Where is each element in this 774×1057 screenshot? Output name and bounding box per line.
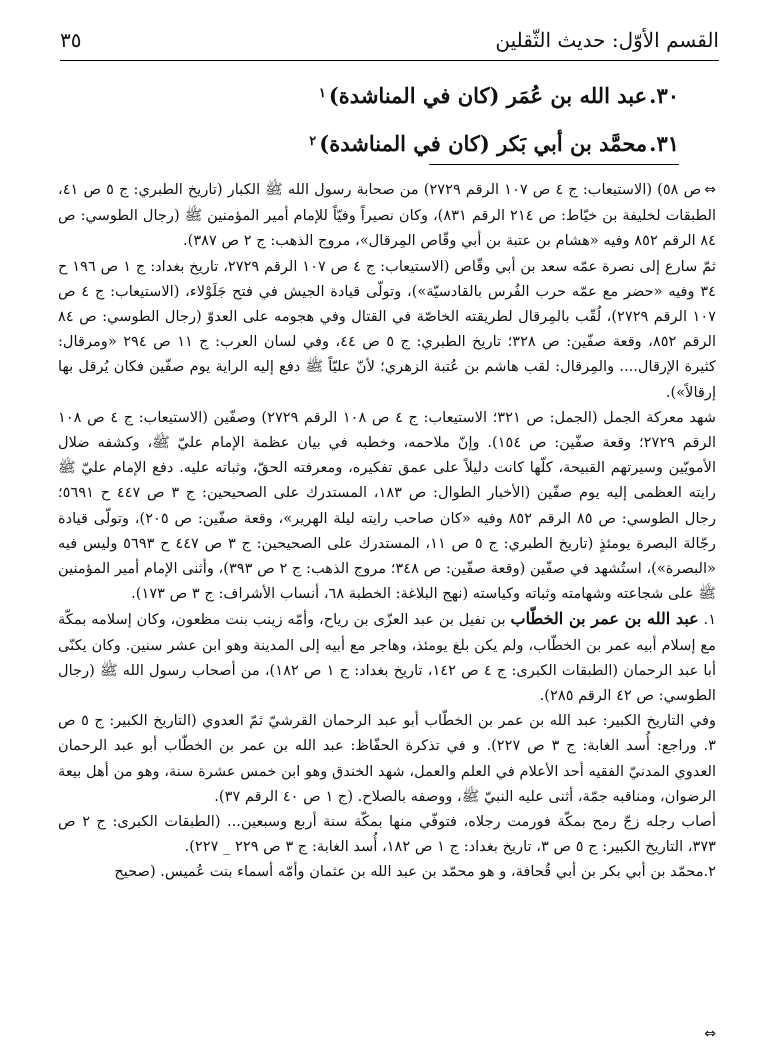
footnote-paragraph (58, 606, 716, 708)
footnote-line: ضلال الأمويّين وسيرتهم القبيحة، كلّها كانت دليلاً على عمق تفكيره، ومعرفته الحقّ، وثباته عليه. دفع (58, 434, 716, 477)
footnote-line: أصاب رجله زجّ رمح بمكّة فورمت رجلاه، فتوفّي منها بمكّة سنة أربع وسبعين... (الطبقات الكبرى: ج ٢ (82, 813, 717, 831)
footnote-line: الطوسي: ص ٨٤ الرقم ٨٥٢ وفيه «هشام بن عتبة بن أبي وقّاص المِرقال»، مروج الذهب: ج ٢ ص ٣٨٧). (58, 207, 716, 250)
footnote-line: ص ٢٠٥)، وتولّى قيادة رجّالة البصرة يومئذٍ (تاريخ الطبري: ج ٥ ص ١١، المستدرك على الصحيحين: ج ٣ (58, 509, 716, 552)
footnote-line: الراية يوم صفّين فكان يُرقل بها إرقالاً»). (58, 358, 716, 401)
footnotes (58, 177, 716, 885)
main-list (70, 74, 679, 170)
footnote-paragraph (58, 859, 716, 884)
footnote-line: (الاستيعاب: ج ٤ ص ١٠٧ الرقم ٢٧٢٩)، لُقّب بالمِرقال لطريقته الخاصّة في القتال وفي هجومه على العدوّ (58, 282, 716, 326)
footnote-number[interactable]: ٢. (703, 863, 716, 881)
footnote-paragraph (58, 254, 716, 405)
footnote-line: ص ٤١، الطبقات لخليفة بن خيّاط: ص ٢١٤ الرقم ٨٣١)، وكان نصيراً وفيّاً للإمام أمير المؤمنين ﷺ (رجال (58, 181, 717, 225)
footnote-line: ص ٥٨) (الاستيعاب: ج ٤ ص ١٠٧ الرقم ٢٧٢٩) من صحابة رسول الله ﷺ الكبار (تاريخ الطبري: ج ٥ (106, 181, 702, 198)
item-text: عبد الله بن عُمَر (كان في المناشدة) (328, 83, 648, 108)
double-arrow-icon: ⇔ (704, 1026, 716, 1042)
footnote-line: شهد معركة الجمل (الجمل: ص ٣٢١؛ الاستيعاب: ج ٤ ص ١٠٨ الرقم ٢٧٢٩) وصفّين (الاستيعاب: ج ٤ (110, 408, 716, 426)
footnote-marker[interactable]: ١ (318, 86, 326, 101)
footnote-line: ص ١٩٦ ح ٣٤ وفيه «حضر مع عمّه حرب الفُرس بالقادسيّة»)، وتولّى قيادة الجيش في فتح جَلَوْلاء، (58, 257, 716, 300)
footnote-line: ص ٣. وراجع: أُسد الغابة: ج ٣ ص ٢٢٧). و في تذكرة الحفّاظ: عبد الله بن عمر بن الخطّاب أبو عبد الرحمان (58, 712, 717, 755)
item-text: محمَّد بن أبي بَكر (كان في المناشدة) (319, 131, 648, 156)
footnote-line: وكان يكنّى أبا عبد الرحمان (الطبقات الكبرى: ج ٤ ص ١٤٢، تاريخ بغداد: ج ١ ص ١٨٢)، من أصحاب رسول (58, 636, 716, 679)
footnote-line: ج ١١ ص ٢٩٤ «ومرقال: كثيرة الإرقال.... والمِرقال: لقب هاشم بن عُتبة الزهري؛ لأنّ عليّاً ﷺ دفع إليه (58, 333, 716, 376)
footnote-marker[interactable]: ٢ (309, 134, 317, 149)
footnote-line: ثمّ سارع إلى نصرة عمّه سعد بن أبي وقّاص (الاستيعاب: ج ٤ ص ١٠٧ الرقم ٢٧٢٩، تاريخ بغداد: ج ١ (123, 257, 716, 275)
main-item (70, 122, 679, 170)
person-name: عبد الله بن عمر بن الخطّاب (510, 609, 699, 629)
footnote-line: بمكّة مع إسلام أبيه عمر بن الخطّاب، ولم يكن بلغ يومئذ، وهاجر مع أبيه إلى المدينة وهو ابن عشر سنين. (58, 611, 716, 654)
main-item (70, 74, 679, 122)
footnote-line: محمّد بن أبي بكر بن أبي قُحافة، و هو محمّد بن عبد الله بن عثمان وأمّه أسماء بنت عُميس. (صحيح (114, 863, 704, 881)
footnote-line: ص ٣٩٣)، وأثنى الإمام أمير المؤمنين ﷺ على شجاعته وشهامته وثباته وكياسته (نهج البلاغة: الخطبة ٦٨، (58, 560, 716, 603)
footnote-line: الله ﷺ (رجال الطوسي: ص ٤٢ الرقم ٢٨٥). (58, 661, 716, 705)
footnote-line: العدوي المدنيّ الفقيه أحد الأعلام في العلم والعمل، شهد الخندق وهو ابن خمس عشرة سنة، وهو من (113, 762, 717, 780)
footnote-paragraph (58, 177, 716, 254)
header-rule (60, 60, 719, 61)
footnote-line: بن نفيل بن عبد العزّى بن رياح، وأمّه زينب بنت مظعون، وكان إسلامه (91, 611, 506, 629)
footnote-line: ص ٣٧٣، التاريخ الكبير: ج ٥ ص ٣، تاريخ بغداد: ج ١ ص ١٨٢، أُسد الغابة: ج ٣ ص ٢٢٩ _ ٢٢٧). (58, 813, 716, 856)
item-number: ٣٠. (649, 83, 679, 108)
footnote-separator (429, 164, 679, 165)
footnote-line: وفي التاريخ الكبير: عبد الله بن عمر بن الخطّاب أبو عبد الرحمان القرشيّ ثمّ العدوي (التاريخ الكبير: ج ٥ (81, 712, 716, 730)
footnote-line: ص ٤٤٧ ح ٥٦٩١؛ رجال الطوسي: ص ٨٥ الرقم ٨٥٢ وفيه «كان صاحب رايته ليلة الهرير»، وقعة صفّين: (58, 484, 716, 527)
footnote-paragraph (58, 708, 716, 809)
item-number: ٣١. (649, 131, 679, 156)
footnote-paragraph (58, 405, 716, 607)
running-header (60, 22, 719, 58)
footnote-line: الإمام عليّ ﷺ رايته العظمى إليه يوم صفّين (الأخبار الطوال: ص ١٨٣، المستدرك على الصحيحين: ج ٣ (58, 459, 716, 502)
page-number: ٣٥ (60, 28, 82, 52)
running-header-title: القسم الأوّل: حديث الثّقلين (495, 28, 719, 52)
double-arrow-icon: ⇔ (704, 182, 716, 198)
footnote-number[interactable]: ١. (703, 611, 717, 629)
footnote-paragraph (58, 809, 716, 859)
footnote-line: (رجال الطوسي: ص ٨٤ الرقم ٨٥٢، وقعة صفّين: ص ٣٢٨؛ تاريخ الطبري: ج ٥ ص ٤٤، وفي لسان العرب: (58, 308, 717, 351)
footnote-line: أهل بيعة الرضوان، ومناقبه جمّة، أثنى عليه النبيّ ﷺ، ووصفه بالصلاح. (ج ١ ص ٤٠ الرقم ٣٧). (58, 762, 716, 805)
footnote-line: أنساب الأشراف: ج ٣ ص ١٧٣). (131, 585, 320, 603)
footnote-line: ص ٤٤٧ ح ٥٦٩٣ وليس فيه «البصرة»)، استُشهد في صفّين (وقعة صفّين: ص ٣٤٨؛ مروج الذهب: ج ٢ (58, 534, 716, 578)
footnote-line: ص ١٠٨ الرقم ٢٧٢٩؛ وقعة صفّين: ص ١٥٤). وإنّ ملاحمه، وخطبه في بيان عظمة الإمام عليّ ﷺ، وكشفه (58, 408, 717, 452)
